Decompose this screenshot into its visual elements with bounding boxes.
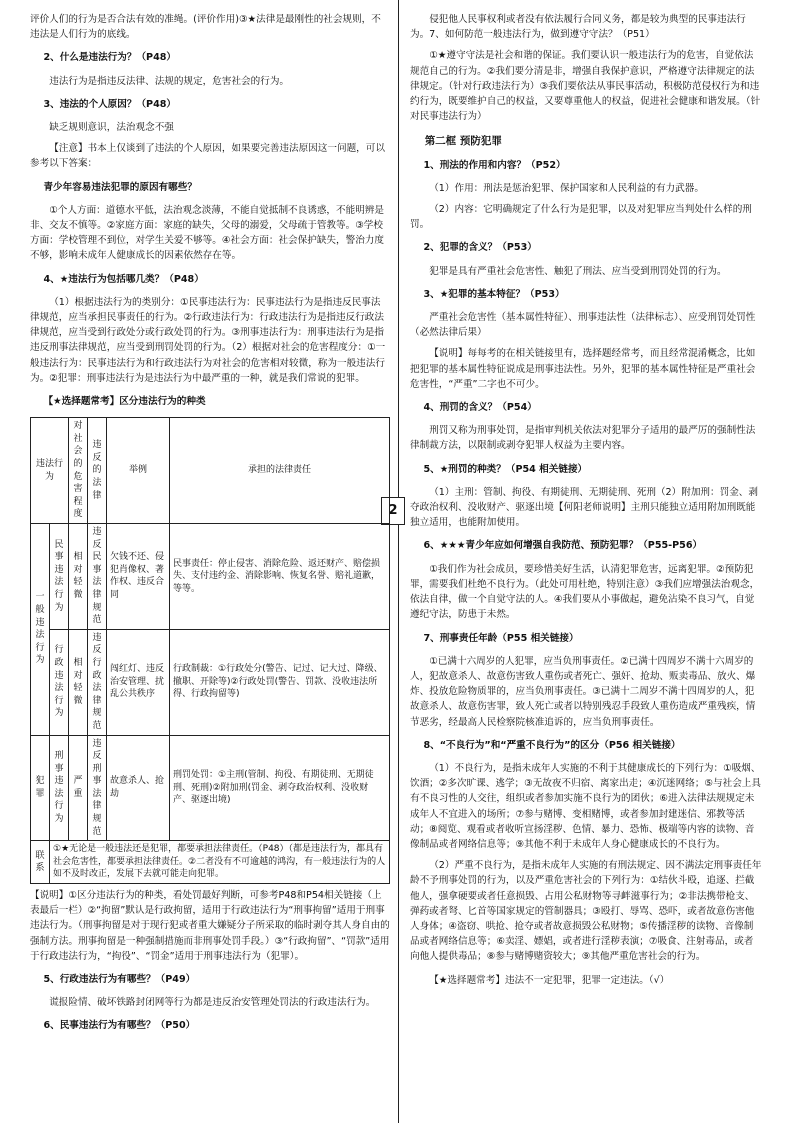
- table-cell: 行政违法行为: [50, 629, 69, 735]
- table-cell: 故意杀人、抢劫: [107, 735, 170, 841]
- table-header: 承担的法律责任: [170, 418, 390, 524]
- question-heading: 6、★★★青少年应如何增强自我防范、预防犯罪？（P55-P56）: [423, 540, 703, 552]
- table-cell: 刑罚处罚：①主刑(管制、拘役、有期徒刑、无期徒刑、死刑)②附加刑(罚金、剥夺政治权利、没收财产、驱逐出境): [170, 735, 390, 841]
- answer: （1）不良行为，是指未成年人实施的不利于其健康成长的下列行为：①吸烟、饮酒；②多次旷课、逃学；③无故夜不归宿、离家出走；④沉迷网络；⑤与社会上具有不良习性的人交往，组织或者参加实施不良行为的团伙；⑥进入法律法规规定未成年人不宜进入的场所；⑦参与赌博、变相赌博，或者参加封建迷信、邪教等活动；⑧阅览、观看或者收听宣扬淫秽、色情、暴力、恐怖、极端等内容的读物、音像制品或者网络信息等；⑨其他不利于未成年人身心健康成长的不良行为。: [410, 762, 761, 850]
- answer: （1）根据违法行为的类别分：①民事违法行为：民事违法行为是指违反民事法律规范，应当承担民事责任的行为。②行政违法行为：行政违法行为是指违反行政法律规范，应当受到行政处分或行政处罚的行为。③刑事违法行为：刑事违法行为是指违反刑事法律规范，应当受到刑罚处罚的行为。（2）根据对社会的危害程度分：①一般违法行为：民事违法行为和行政违法行为对社会的危害相对较微，称为一般违法行为。②犯罪：刑事违法行为是违法行为中最严重的一种，就是我们常说的犯罪。: [30, 296, 386, 384]
- table-cell: 严重: [69, 735, 88, 841]
- question-heading: 2、犯罪的含义？（P53）: [423, 242, 537, 254]
- explanation: 【说明】①区分违法行为的种类，看处罚最好判断，可参考P48和P54相关链接（上表最后一栏）②“拘留”默认是行政拘留，适用于行政违法行为“刑事拘留”适用于刑事违法行为。（刑事拘留是对于现行犯或者重大嫌疑分子所采取的临时剥夺其人身自由的强制方法。刑事拘留是一种强制措施而非刑事处罚手段。）③“行政拘留”、“罚款”适用于行政违法行为，“拘役”、“罚金”适用于刑事违法行为（犯罪）。: [30, 890, 390, 962]
- question-heading: 3、★犯罪的基本特征？（P53）: [423, 288, 565, 300]
- answer: ①我们作为社会成员，要珍惜美好生活，认清犯罪危害，远离犯罪。②预防犯罪，需要我们杜绝不良行为。（此处可用杜绝，特别注意）③我们应增强法治观念，依法自律，做一个自觉守法的人。④我们要从小事做起，避免沾染不良习气，自觉遵纪守法，防患于未然。: [410, 563, 760, 621]
- question-heading: 7、刑事责任年龄（P55 相关链接）: [423, 632, 579, 644]
- answer: 犯罪是具有严重社会危害性、触犯了刑法、应当受到刑罚处罚的行为。: [429, 265, 727, 277]
- left-column: [30, 12, 390, 1042]
- answer: （2）内容：它明确规定了什么行为是犯罪，以及对犯罪应当判处什么样的刑罚。: [410, 204, 752, 231]
- paragraph: 侵犯他人民事权利或者没有依法履行合同义务，都是较为典型的民事违法行为。7、如何防范一般违法行为，做到遵守守法？（P51）: [410, 14, 746, 41]
- table-cell: 欠钱不还、侵犯肖像权、著作权、违反合同: [107, 524, 170, 630]
- table-row: [31, 524, 390, 630]
- question-heading: 6、民事违法行为有哪些？（P50）: [43, 1020, 196, 1032]
- answer: 严重社会危害性（基本属性特征）、刑事违法性（法律标志）、应受刑罚处罚性（必然法律后果）: [410, 312, 756, 339]
- table-header-row: [31, 418, 390, 524]
- question-heading: 5、★刑罚的种类？（P54 相关链接）: [423, 463, 588, 475]
- table-cell: 闯红灯、违反治安管理、扰乱公共秩序: [107, 629, 170, 735]
- question-heading: 4、★违法行为包括哪几类？（P48）: [43, 273, 204, 285]
- answer: 谎报险情、破坏铁路封闭网等行为都是违反治安管理处罚法的行政违法行为。: [49, 997, 376, 1009]
- paragraph: 评价人们的行为是否合法有效的准绳。(评价作用)③★法律是最刚性的社会规则，不违法是人们行为的底线。: [30, 14, 381, 41]
- table-cell: 行政制裁：①行政处分(警告、记过、记大过、降级、撤职、开除等)②行政处罚(警告、罚款、没收违法所得、行政拘留等): [170, 629, 390, 735]
- answer: （1）作用：刑法是惩治犯罪、保护国家和人民利益的有力武器。: [429, 182, 704, 194]
- table-cell: 违反行政法律规范: [88, 629, 107, 735]
- sub-question: 青少年容易违法犯罪的原因有哪些？: [43, 181, 197, 193]
- table-cell: 民事违法行为: [50, 524, 69, 630]
- answer: （2）严重不良行为，是指未成年人实施的有刑法规定、因不满法定刑事责任年龄不予刑事处罚的行为，以及严重危害社会的下列行为：①结伙斗殴，追逐、拦截他人，强拿硬要或者任意损毁、占用公私财物等寻衅滋事行为；②非法携带枪支、弹药或者弩、匕首等国家规定的管制器具；③殴打、辱骂、恐吓，或者故意伤害他人身体；④盗窃、哄抢、抢夺或者故意损毁公私财物；⑤传播淫秽的读物、音像制品或者网络信息等；⑥卖淫、嫖娼，或者进行淫秽表演；⑦吸食、注射毒品，或者向他人提供毒品；⑧参与赌博赌资较大；⑨其他严重危害社会的行为。: [410, 860, 762, 963]
- table-cell: ①★无论是一般违法还是犯罪，都要承担法律责任。（P48）（都是违法行为，都具有社会危害性，都要承担法律责任。②二者没有不可逾越的鸿沟，有一般违法行为的人如不及时改正，发展下去就可能走向犯罪。: [50, 841, 390, 884]
- question-heading: 1、刑法的作用和内容？（P52）: [423, 159, 566, 171]
- table-group-cell: 犯罪: [31, 735, 50, 841]
- table-header: 举例: [107, 418, 170, 524]
- answer: 刑罚又称为刑事处罚，是指审判机关依法对犯罪分子适用的最严厉的强制性法律制裁方法，以限制或剥夺犯罪人权益为主要内容。: [410, 425, 756, 452]
- answer: ①已满十六周岁的人犯罪，应当负刑事责任。②已满十四周岁不满十六周岁的人，犯故意杀人、故意伤害致人重伤或者死亡、强奸、抢劫、贩卖毒品、放火、爆炸、投放危险物质罪的，应当负刑事责任。③已满十二周岁不满十四周岁的人，犯故意杀人、故意伤害罪，致人死亡或者以特别残忍手段致人重伤造成严重残疾，情节恶劣，经最高人民检察院核准追诉的，应当负刑事责任。: [410, 655, 756, 728]
- table-cell: 刑事违法行为: [50, 735, 69, 841]
- table-row: [31, 629, 390, 735]
- table-cell: 民事责任：停止侵害、消除危险、返还财产、赔偿损失、支付违约金、消除影响、恢复名誉、赔礼道歉，等等。: [170, 524, 390, 630]
- table-header: 违法行为: [31, 418, 69, 524]
- table-header: 对社会的危害程度: [69, 418, 88, 524]
- question-heading: 2、什么是违法行为？（P48）: [43, 52, 177, 64]
- answer: ①★遵守守法是社会和谐的保证。我们要认识一般违法行为的危害，自觉依法规范自己的行为。②我们要分清是非，增强自我保护意识，严格遵守法律规定的法律规定。（针对行政违法行为）③我们要依法从事民事活动，积极防范侵权行为和违约行为，既要维护自己的权益，又要尊重他人的权益，促进社会健康和谐发展。（针对民事违法行为）: [410, 50, 761, 123]
- answer: ①个人方面：道德水平低，法治观念淡薄，不能自觉抵制不良诱惑，不能明辨是非、交友不慎等。②家庭方面：家庭的缺失，父母的溺爱，父母疏于管教等。③学校方面：学校管理不到位，对学生关爱不够等。④社会方面：社会保护缺失，警治力度不够，影响未成年人健康成长的因素依然存在等。: [30, 204, 384, 262]
- question-heading: 8、“不良行为”和“严重不良行为”的区分（P56 相关链接）: [423, 739, 681, 751]
- table-cell: 相对轻微: [69, 524, 88, 630]
- table-link-label: 联系: [31, 841, 50, 884]
- answer: 【★选择题常考】违法不一定犯罪，犯罪一定违法。（√）: [429, 974, 670, 986]
- note: 【注意】书本上仅谈到了违法的个人原因，如果要完善违法原因这一问题，可以参考以下答案：: [30, 143, 385, 170]
- note: 【说明】每每考的在相关链接里有，选择题经常考，而且经常混淆概念，比如把犯罪的基本属性特征说成是刑事违法性。另外，犯罪的基本属性特征是严重社会危害性，“严重”二字也不可少。: [410, 348, 756, 390]
- answer: （1）主刑：管制、拘役、有期徒刑、无期徒刑、死刑（2）附加刑：罚金、剥夺政治权利、没收财产、驱逐出境【何阳老师说明】主刑只能独立适用附加刑既能独立适用，也能附加使用。: [410, 486, 758, 529]
- table-row: [31, 735, 390, 841]
- section-title: 第二框 预防犯罪: [424, 135, 502, 148]
- table-cell: 相对轻微: [69, 629, 88, 735]
- table-title: 【★选择题常考】区分违法行为的种类: [43, 396, 206, 408]
- table-group-cell: 一般违法行为: [31, 524, 50, 736]
- right-column: [410, 12, 762, 994]
- page-number: 2: [381, 497, 405, 525]
- question-heading: 3、违法的个人原因？（P48）: [43, 98, 177, 110]
- question-heading: 5、行政违法行为有哪些？（P49）: [43, 974, 196, 986]
- column-divider: [398, 0, 399, 1123]
- violation-types-table: [30, 417, 390, 884]
- answer: 违法行为是指违反法律、法规的规定，危害社会的行为。: [49, 75, 290, 87]
- table-header: 违反的法律: [88, 418, 107, 524]
- table-row: [31, 841, 390, 884]
- table-cell: 违反刑事法律规范: [88, 735, 107, 841]
- table-cell: 违反民事法律规范: [88, 524, 107, 630]
- answer: 缺乏规则意识，法治观念不强: [49, 122, 174, 134]
- question-heading: 4、刑罚的含义？（P54）: [423, 402, 537, 414]
